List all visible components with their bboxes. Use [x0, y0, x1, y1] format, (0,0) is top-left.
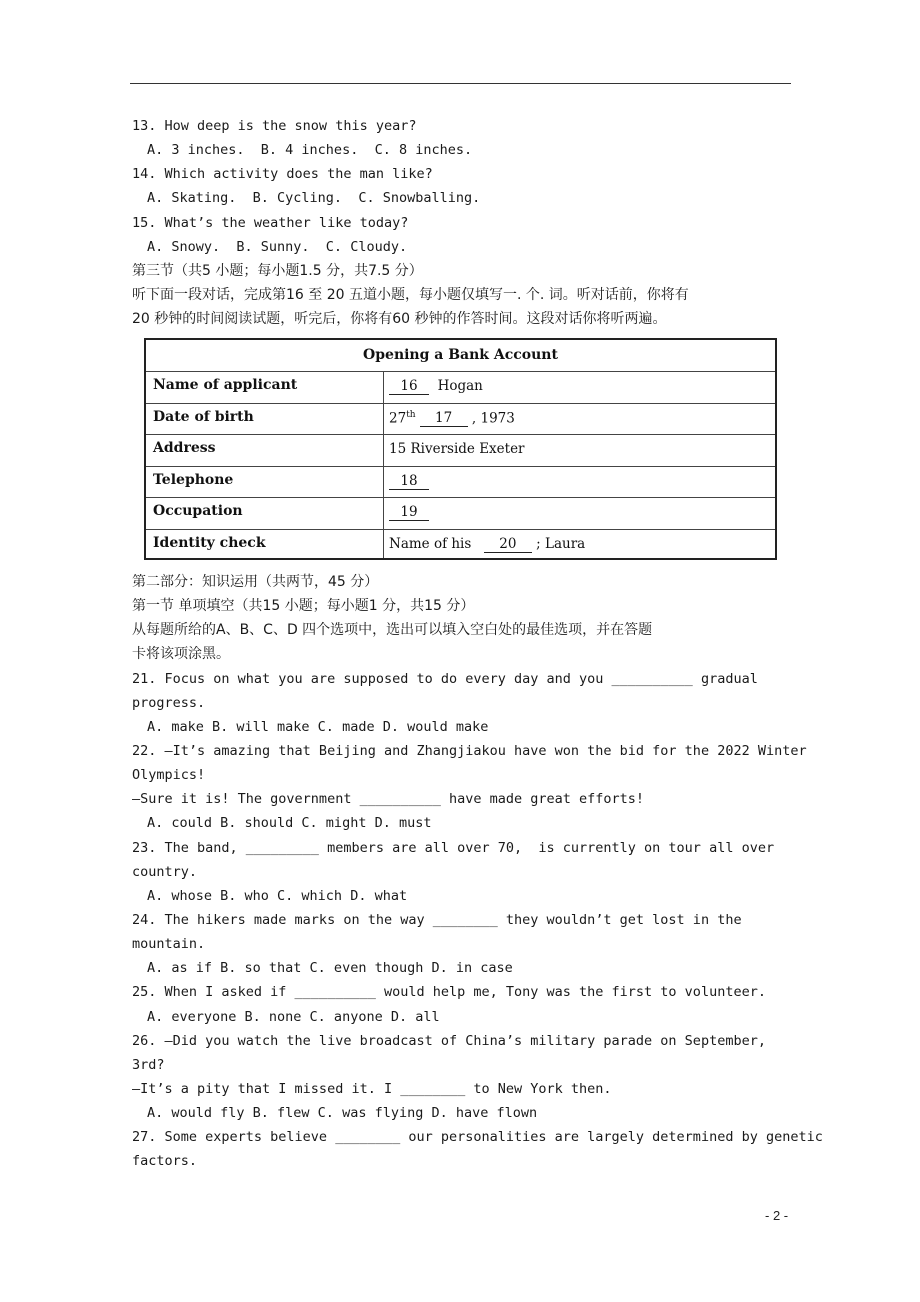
text-line: 25. When I asked if __________ would help me, Tony was the first to volunteer. [132, 984, 766, 1001]
value-suffix: ; Laura [531, 535, 586, 552]
questions-before-table [132, 114, 832, 331]
field-label: Name of applicant [153, 377, 298, 393]
text-line: 第一节 单项填空（共15 小题；每小题1 分，共15 分） [132, 598, 475, 615]
text-line: A. everyone B. none C. anyone D. all [147, 1008, 440, 1025]
text-line: 15. What’s the weather like today? [132, 214, 409, 231]
text-line: A. as if B. so that C. even though D. in case [147, 960, 513, 977]
table-column-divider [383, 371, 384, 558]
field-value [389, 378, 483, 395]
text-line: 听下面一段对话，完成第16 至 20 五道小题，每小题仅填写一. 个. 词。听对话前，你将有 [132, 286, 689, 303]
table-row-divider [146, 529, 775, 530]
text-line: mountain. [132, 936, 206, 953]
answer-blank: 20 [484, 536, 532, 553]
text-line: 3rd? [132, 1056, 165, 1073]
table-row-divider [146, 434, 775, 435]
answer-blank: 19 [389, 504, 429, 521]
text-line: 第二部分：知识运用（共两节，45 分） [132, 574, 379, 590]
text-line: A. whose B. who C. which D. what [147, 887, 408, 904]
header-rule [130, 83, 791, 84]
table-row-divider [146, 371, 775, 372]
text-line: 13. How deep is the snow this year? [132, 118, 417, 134]
value-suffix: , 1973 [467, 410, 515, 426]
text-line: 22. —It’s amazing that Beijing and Zhangjiakou have won the bid for the 2022 Winter [132, 742, 807, 759]
value-suffix: Hogan [429, 378, 483, 394]
text-line: A. Skating. B. Cycling. C. Snowballing. [147, 190, 481, 207]
text-line: A. would fly B. flew C. was flying D. have flown [147, 1105, 538, 1122]
text-line: 21. Focus on what you are supposed to do every day and you __________ gradual [132, 670, 758, 687]
value-prefix: 15 Riverside Exeter [389, 441, 525, 457]
value-prefix: Name of his [389, 535, 480, 552]
text-line: 卡将该项涂黑。 [132, 646, 230, 663]
text-line: 第三节（共5 小题；每小题1.5 分，共7.5 分） [132, 262, 423, 279]
text-line: progress. [132, 694, 206, 711]
bank-account-form-table [144, 338, 777, 560]
value-superscript: th [406, 409, 416, 420]
text-line: Olympics! [132, 767, 206, 784]
field-value [389, 473, 429, 490]
text-line: A. 3 inches. B. 4 inches. C. 8 inches. [147, 142, 473, 159]
text-line: 20 秒钟的时间阅读试题，听完后，你将有60 秒钟的作答时间。这段对话你将听两遍。 [132, 311, 667, 328]
answer-blank: 17 [420, 410, 468, 427]
text-line: 14. Which activity does the man like? [132, 166, 433, 183]
questions-after-table [132, 570, 832, 1174]
text-line: 23. The band, _________ members are all over 70, is currently on tour all over [132, 839, 775, 856]
table-row-divider [146, 403, 775, 404]
table-row-divider [146, 466, 775, 467]
text-line: 27. Some experts believe ________ our personalities are largely determined by genetic [132, 1129, 823, 1146]
text-line: A. make B. will make C. made D. would make [147, 718, 489, 735]
text-line: 24. The hikers made marks on the way ________ they wouldn’t get lost in the [132, 911, 742, 928]
value-prefix: 27 [389, 410, 407, 426]
text-line: —Sure it is! The government __________ have made great efforts! [132, 791, 645, 808]
field-label: Occupation [153, 503, 243, 519]
text-line: 从每题所给的A、B、C、D 四个选项中，选出可以填入空白处的最佳选项，并在答题 [132, 622, 653, 639]
page-number: - 2 - [765, 1208, 789, 1223]
field-label: Date of birth [153, 408, 254, 425]
answer-blank: 16 [389, 378, 429, 395]
field-value [389, 536, 585, 553]
text-line: 26. —Did you watch the live broadcast of China’s military parade on September, [132, 1032, 766, 1049]
table-title: Opening a Bank Account [363, 347, 558, 363]
text-line: A. Snowy. B. Sunny. C. Cloudy. [147, 238, 408, 255]
text-line: A. could B. should C. might D. must [147, 815, 432, 832]
text-line: —It’s a pity that I missed it. I ________ to New York then. [132, 1080, 612, 1097]
field-label: Address [153, 440, 216, 456]
text-line: factors. [132, 1153, 198, 1170]
table-row-divider [146, 497, 775, 498]
field-label: Telephone [153, 471, 234, 488]
field-value [389, 441, 525, 457]
answer-blank: 18 [389, 473, 429, 490]
field-label: Identity check [153, 534, 266, 551]
text-line: country. [132, 863, 198, 880]
field-value [389, 504, 429, 521]
field-value [389, 410, 515, 428]
